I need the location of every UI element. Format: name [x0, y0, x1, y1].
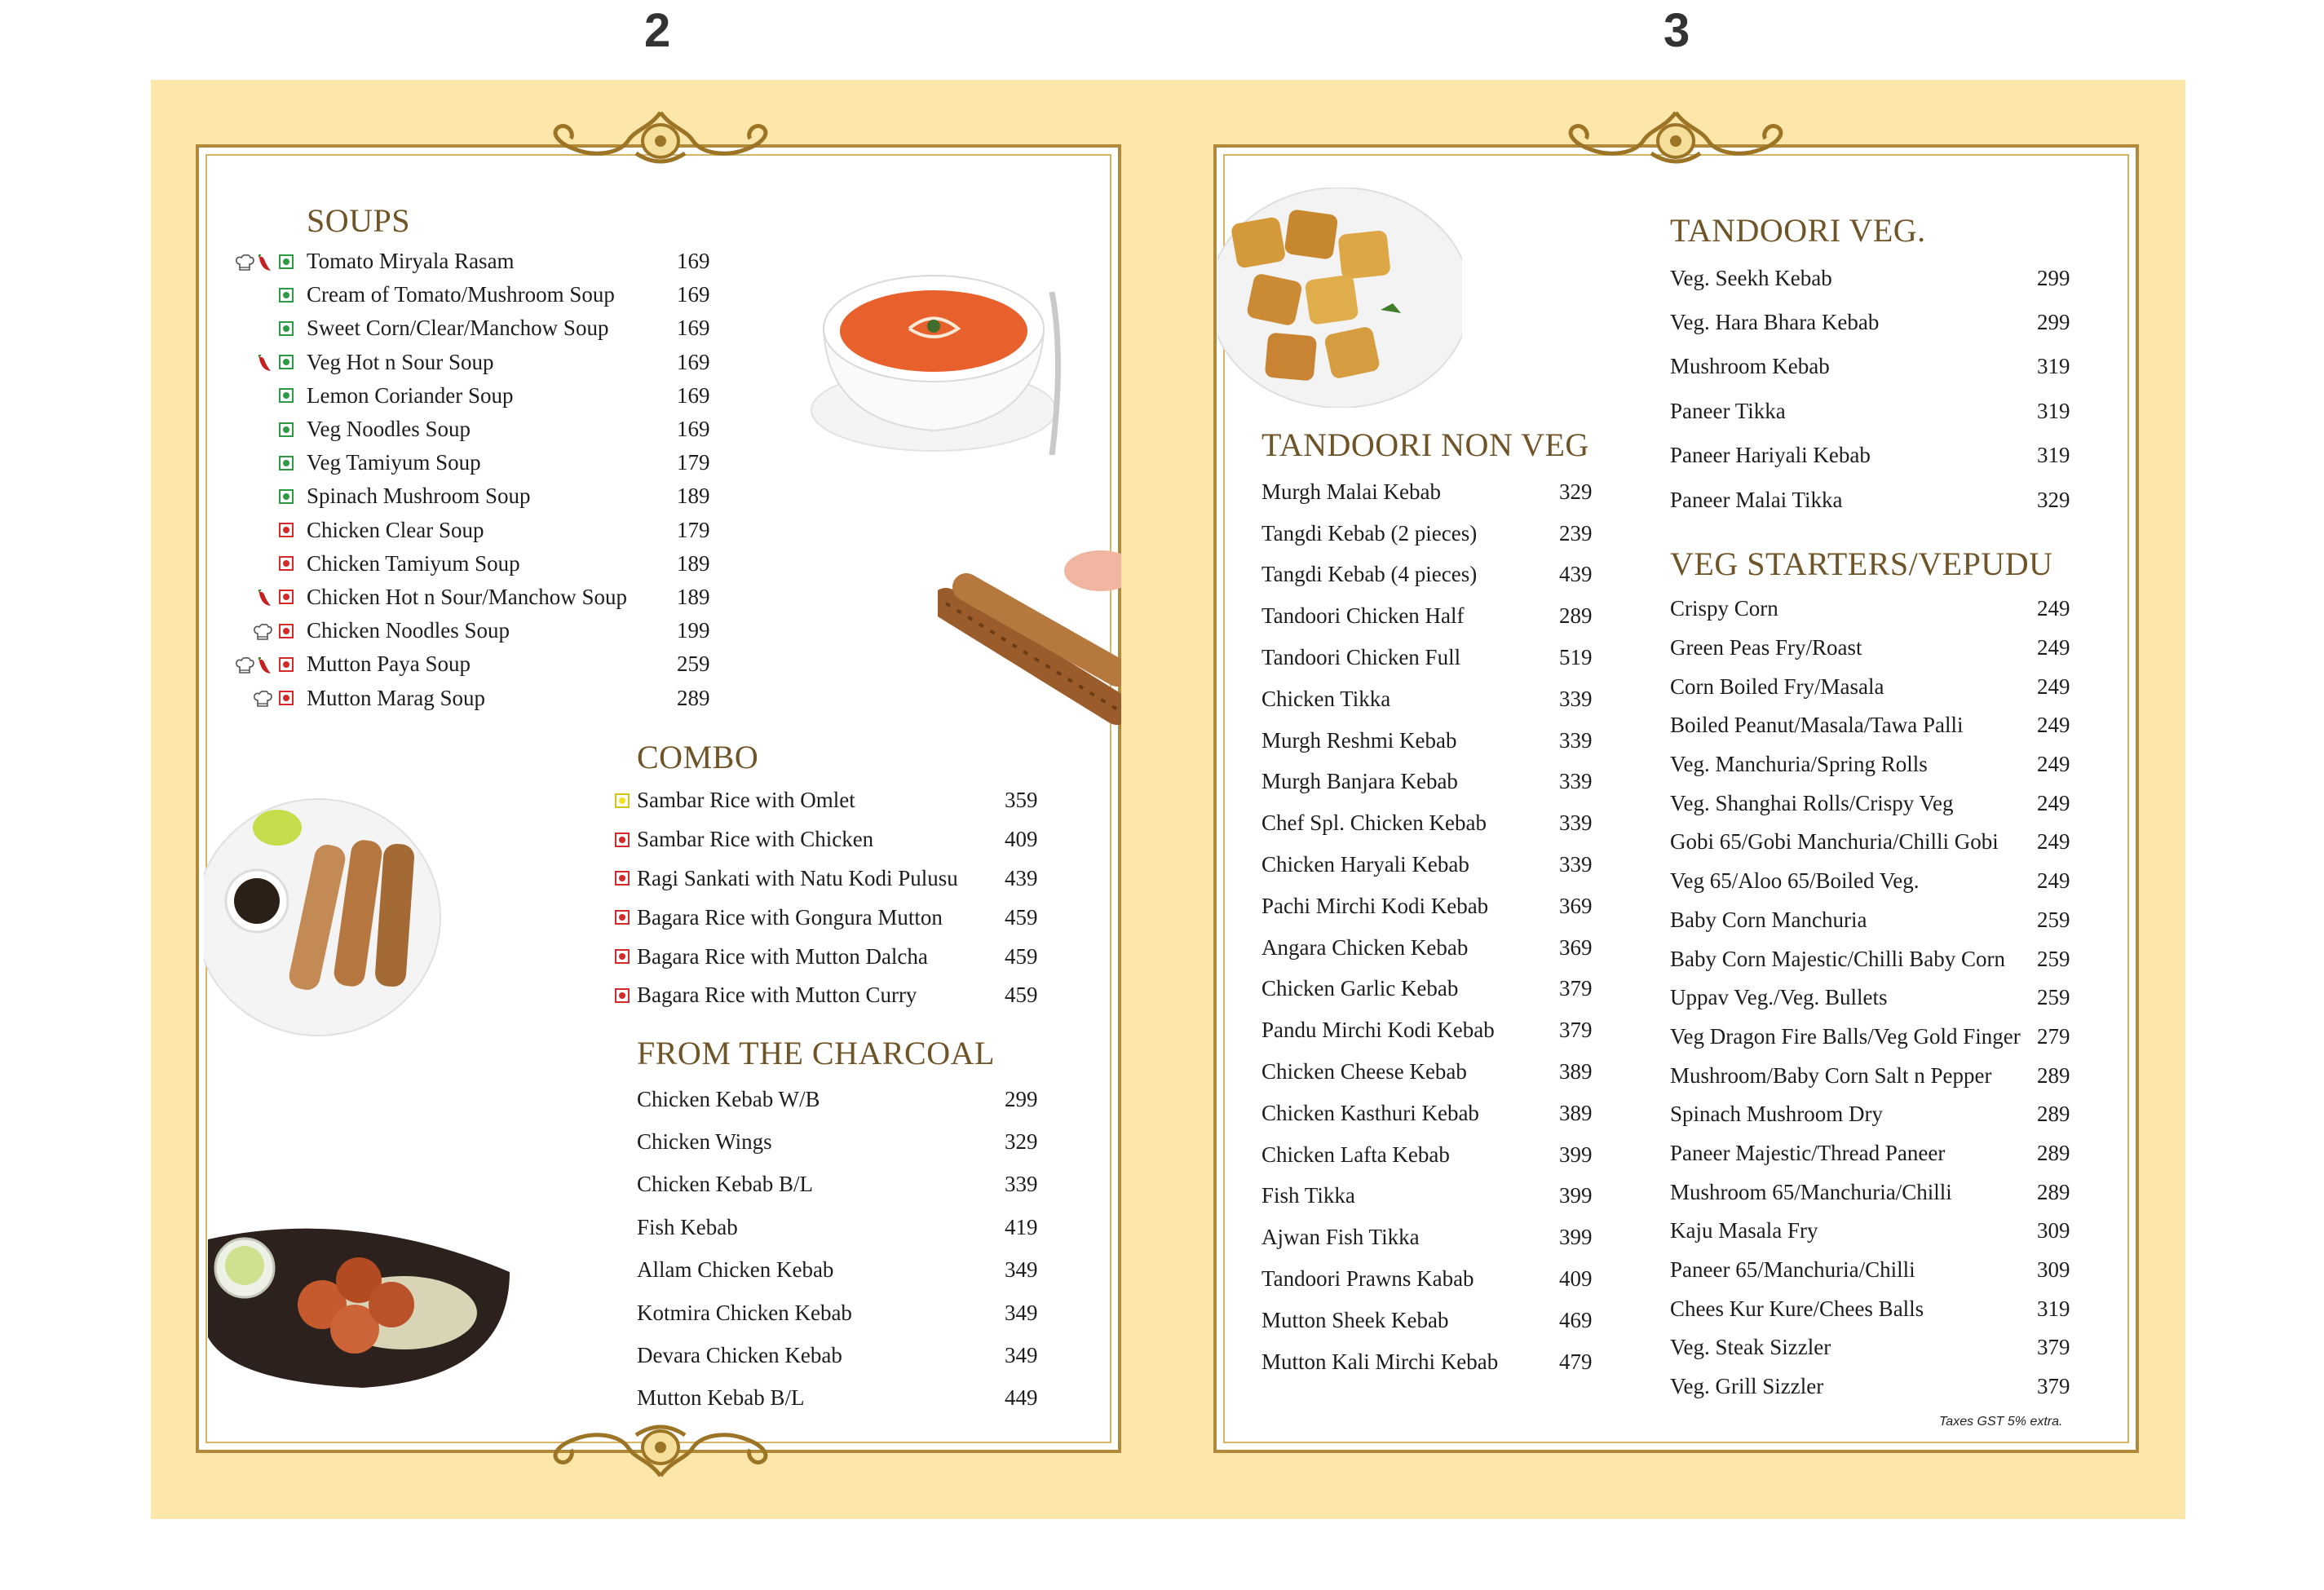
item-price: 349: [1005, 1343, 1038, 1368]
item-price: 469: [1559, 1307, 1593, 1332]
item-price: 169: [677, 249, 710, 274]
item-price: 169: [677, 349, 710, 374]
menu-item: [1670, 1056, 2070, 1095]
item-name: Chicken Kebab B/L: [637, 1172, 813, 1197]
seekh-kebab-photo: [938, 538, 1121, 734]
ornament-top-left-icon: [538, 104, 783, 178]
item-name: Allam Chicken Kebab: [637, 1257, 834, 1283]
page-number-right: 3: [1663, 4, 1690, 57]
tandoori-non-veg-title: TANDOORI NON VEG: [1261, 426, 1589, 463]
menu-item: [1670, 590, 2070, 629]
item-price: 309: [2037, 1257, 2070, 1283]
menu-item: [228, 547, 710, 581]
item-name: Spinach Mushroom Dry: [1670, 1102, 1883, 1127]
item-name: Sambar Rice with Omlet: [637, 788, 855, 813]
item-name: Mushroom Kebab: [1670, 354, 1830, 379]
item-price: 479: [1559, 1349, 1593, 1374]
menu-item: [637, 1377, 1038, 1420]
charcoal-list: [637, 1078, 1038, 1420]
item-name: Mutton Paya Soup: [307, 651, 471, 677]
item-name: Chicken Tikka: [1261, 686, 1391, 711]
non-veg-indicator-icon: [615, 910, 630, 925]
item-price: 399: [1559, 1225, 1593, 1250]
item-name: Gobi 65/Gobi Manchuria/Chilli Gobi: [1670, 829, 1999, 855]
menu-item: [1670, 1018, 2070, 1057]
veg-indicator-icon: [279, 288, 294, 303]
item-price: 409: [1559, 1266, 1593, 1292]
menu-item: [228, 681, 710, 714]
veg-starters-title: VEG STARTERS/VEPUDU: [1670, 545, 2053, 582]
item-price: 459: [1005, 904, 1038, 930]
soups-title: SOUPS: [307, 202, 411, 239]
veg-indicator-icon: [279, 456, 294, 470]
item-price: 339: [1559, 810, 1593, 836]
item-name: Veg. Shanghai Rolls/Crispy Veg: [1670, 790, 1954, 815]
item-name: Veg Hot n Sour Soup: [307, 349, 494, 374]
chili-spicy-icon: [256, 656, 272, 674]
item-name: Tangdi Kebab (4 pieces): [1261, 562, 1478, 587]
item-name: Chicken Tamiyum Soup: [307, 550, 520, 576]
item-price: 279: [2037, 1023, 2070, 1049]
chef-special-icon: [235, 253, 254, 271]
item-price: 249: [2037, 829, 2070, 855]
menu-item: [228, 614, 710, 647]
veg-indicator-icon: [279, 355, 294, 369]
menu-item: [1261, 886, 1593, 927]
menu-item: [1261, 762, 1593, 803]
menu-item: [637, 1120, 1038, 1163]
item-name: Veg. Hara Bhara Kebab: [1670, 310, 1880, 335]
item-name: Mutton Kali Mirchi Kebab: [1261, 1349, 1499, 1374]
item-name: Baby Corn Majestic/Chilli Baby Corn: [1670, 946, 2005, 971]
menu-item: [1261, 1176, 1593, 1217]
menu-item: [1670, 389, 2070, 433]
item-name: Chees Kur Kure/Chees Balls: [1670, 1296, 1924, 1321]
menu-item: [637, 1249, 1038, 1292]
item-name: Sweet Corn/Clear/Manchow Soup: [307, 316, 609, 341]
non-veg-indicator-icon: [615, 833, 630, 847]
item-price: 339: [1559, 852, 1593, 877]
item-price: 439: [1005, 865, 1038, 890]
menu-item: [1670, 667, 2070, 706]
item-price: 259: [2037, 907, 2070, 932]
item-name: Chicken Kasthuri Kebab: [1261, 1100, 1479, 1125]
tax-footnote: Taxes GST 5% extra.: [1939, 1415, 2063, 1429]
item-name: Mushroom 65/Manchuria/Chilli: [1670, 1179, 1952, 1204]
tandoori-veg-list: [1670, 256, 2070, 522]
item-price: 399: [1559, 1142, 1593, 1167]
menu-item: [612, 820, 1038, 859]
item-price: 419: [1005, 1214, 1038, 1239]
item-price: 409: [1005, 827, 1038, 852]
menu-item: [1261, 1217, 1593, 1258]
soups-list: [228, 245, 710, 715]
item-price: 329: [1005, 1129, 1038, 1155]
menu-item: [1670, 434, 2070, 478]
item-name: Boiled Peanut/Masala/Tawa Palli: [1670, 713, 1964, 738]
menu-item: [1670, 300, 2070, 344]
menu-item: [637, 1078, 1038, 1120]
item-name: Paneer Tikka: [1670, 398, 1786, 423]
item-name: Chef Spl. Chicken Kebab: [1261, 810, 1487, 836]
chef-special-icon: [253, 622, 272, 640]
item-price: 169: [677, 282, 710, 307]
non-veg-indicator-icon: [279, 556, 294, 571]
item-name: Paneer Malai Tikka: [1670, 487, 1843, 512]
item-price: 319: [2037, 443, 2070, 468]
item-name: Spinach Mushroom Soup: [307, 484, 531, 509]
menu-item: [228, 647, 710, 681]
menu-item: [612, 859, 1038, 899]
item-price: 349: [1005, 1257, 1038, 1283]
menu-item: [228, 311, 710, 345]
item-name: Mutton Kebab B/L: [637, 1385, 805, 1411]
item-price: 379: [1559, 1018, 1593, 1043]
menu-item: [228, 446, 710, 479]
item-name: Chicken Noodles Soup: [307, 618, 510, 643]
item-name: Bagara Rice with Gongura Mutton: [637, 904, 943, 930]
item-name: Paneer Hariyali Kebab: [1670, 443, 1871, 468]
item-name: Pachi Mirchi Kodi Kebab: [1261, 893, 1489, 918]
menu-item: [1670, 478, 2070, 522]
item-name: Uppav Veg./Veg. Bullets: [1670, 985, 1888, 1010]
item-price: 289: [2037, 1179, 2070, 1204]
menu-item: [1670, 978, 2070, 1018]
menu-item: [228, 479, 710, 513]
chef-special-icon: [235, 656, 254, 674]
item-name: Veg 65/Aloo 65/Boiled Veg.: [1670, 868, 1920, 894]
non-veg-indicator-icon: [279, 657, 294, 672]
menu-item: [612, 937, 1038, 976]
item-name: Crispy Corn: [1670, 596, 1778, 621]
item-name: Cream of Tomato/Mushroom Soup: [307, 282, 615, 307]
menu-item: [1670, 1251, 2070, 1290]
item-name: Kotmira Chicken Kebab: [637, 1300, 852, 1325]
item-price: 319: [2037, 1296, 2070, 1321]
tomato-soup-photo: [803, 235, 1080, 471]
item-price: 339: [1559, 686, 1593, 711]
menu-item: [1670, 1173, 2070, 1212]
item-price: 189: [677, 484, 710, 509]
menu-item: [1261, 554, 1593, 596]
menu-item: [1261, 637, 1593, 678]
item-name: Chicken Hot n Sour/Manchow Soup: [307, 584, 627, 609]
item-price: 249: [2037, 868, 2070, 894]
item-price: 189: [677, 550, 710, 576]
item-price: 379: [2037, 1374, 2070, 1399]
combo-title: COMBO: [637, 739, 759, 775]
item-price: 249: [2037, 674, 2070, 699]
item-name: Chicken Cheese Kebab: [1261, 1059, 1467, 1084]
veg-indicator-icon: [279, 422, 294, 437]
menu-item: [1261, 1341, 1593, 1383]
non-veg-indicator-icon: [279, 624, 294, 638]
item-price: 249: [2037, 752, 2070, 777]
item-name: Tomato Miryala Rasam: [307, 249, 515, 274]
item-price: 449: [1005, 1385, 1038, 1411]
item-name: Tandoori Chicken Full: [1261, 645, 1461, 670]
item-price: 289: [2037, 1140, 2070, 1165]
menu-item: [1261, 471, 1593, 513]
menu-item: [1670, 1367, 2070, 1407]
menu-item: [1670, 256, 2070, 300]
item-price: 259: [2037, 985, 2070, 1010]
item-name: Kaju Masala Fry: [1670, 1218, 1818, 1243]
item-price: 389: [1559, 1059, 1593, 1084]
item-price: 329: [1559, 479, 1593, 504]
menu-item: [1261, 927, 1593, 969]
menu-item: [228, 245, 710, 278]
menu-item: [1670, 823, 2070, 862]
chicken-skewers-photo: [204, 795, 448, 1040]
menu-item: [1670, 1212, 2070, 1251]
item-name: Paneer Majestic/Thread Paneer: [1670, 1140, 1946, 1165]
veg-indicator-icon: [279, 489, 294, 504]
menu-item: [1670, 1289, 2070, 1328]
item-price: 329: [2037, 487, 2070, 512]
item-name: Chicken Kebab W/B: [637, 1086, 820, 1111]
menu-item: [1670, 706, 2070, 745]
chili-spicy-icon: [256, 353, 272, 371]
menu-item: [1261, 1093, 1593, 1134]
menu-item: [1670, 784, 2070, 823]
item-name: Chicken Wings: [637, 1129, 772, 1155]
item-price: 379: [1559, 976, 1593, 1001]
item-price: 299: [1005, 1086, 1038, 1111]
item-name: Ajwan Fish Tikka: [1261, 1225, 1420, 1250]
item-price: 439: [1559, 562, 1593, 587]
page-number-left: 2: [644, 4, 671, 57]
item-price: 519: [1559, 645, 1593, 670]
item-name: Corn Boiled Fry/Masala: [1670, 674, 1884, 699]
item-name: Tangdi Kebab (2 pieces): [1261, 520, 1478, 545]
non-veg-indicator-icon: [279, 523, 294, 537]
veg-indicator-icon: [279, 254, 294, 269]
item-name: Tandoori Prawns Kabab: [1261, 1266, 1474, 1292]
item-price: 319: [2037, 354, 2070, 379]
item-name: Fish Kebab: [637, 1214, 738, 1239]
item-name: Veg Noodles Soup: [307, 417, 471, 442]
item-price: 399: [1559, 1183, 1593, 1208]
menu-item: [228, 514, 710, 547]
chili-spicy-icon: [256, 253, 272, 271]
item-name: Chicken Haryali Kebab: [1261, 852, 1469, 877]
menu-item: [1261, 802, 1593, 844]
item-name: Pandu Mirchi Kodi Kebab: [1261, 1018, 1495, 1043]
item-name: Mutton Sheek Kebab: [1261, 1307, 1449, 1332]
item-name: Veg. Seekh Kebab: [1670, 265, 1832, 290]
item-price: 199: [677, 618, 710, 643]
chef-special-icon: [253, 689, 272, 707]
item-name: Bagara Rice with Mutton Curry: [637, 983, 917, 1008]
menu-item: [1261, 1009, 1593, 1051]
non-veg-indicator-icon: [279, 590, 294, 604]
menu-item: [228, 581, 710, 614]
ornament-top-right-icon: [1553, 104, 1798, 178]
item-price: 349: [1005, 1300, 1038, 1325]
item-name: Devara Chicken Kebab: [637, 1343, 842, 1368]
item-price: 319: [2037, 398, 2070, 423]
charcoal-title: FROM THE CHARCOAL: [637, 1035, 995, 1071]
item-name: Bagara Rice with Mutton Dalcha: [637, 943, 928, 969]
menu-item: [1261, 595, 1593, 637]
item-name: Sambar Rice with Chicken: [637, 827, 874, 852]
item-name: Ragi Sankati with Natu Kodi Pulusu: [637, 865, 958, 890]
item-price: 249: [2037, 713, 2070, 738]
menu-item: [228, 346, 710, 379]
item-price: 259: [2037, 946, 2070, 971]
tandoori-veg-title: TANDOORI VEG.: [1670, 212, 1926, 249]
combo-list: [612, 781, 1038, 1015]
item-price: 299: [2037, 310, 2070, 335]
item-price: 189: [677, 584, 710, 609]
item-name: Paneer 65/Manchuria/Chilli: [1670, 1257, 1915, 1283]
menu-item: [1261, 1051, 1593, 1093]
menu-item: [1670, 1328, 2070, 1367]
menu-item: [1670, 901, 2070, 940]
item-name: Murgh Banjara Kebab: [1261, 769, 1458, 794]
item-name: Chicken Lafta Kebab: [1261, 1142, 1450, 1167]
menu-item: [1670, 939, 2070, 978]
item-price: 299: [2037, 265, 2070, 290]
item-name: Murgh Reshmi Kebab: [1261, 727, 1457, 753]
paneer-tikka-photo: [1217, 188, 1462, 408]
menu-item: [1261, 969, 1593, 1010]
item-name: Tandoori Chicken Half: [1261, 603, 1465, 629]
menu-item: [228, 413, 710, 446]
menu-item: [1261, 1134, 1593, 1176]
item-price: 169: [677, 417, 710, 442]
non-veg-indicator-icon: [615, 949, 630, 964]
chili-spicy-icon: [256, 588, 272, 606]
item-name: Veg Tamiyum Soup: [307, 450, 481, 475]
sizzler-photo: [200, 1215, 518, 1390]
menu-item: [1670, 629, 2070, 668]
menu-item: [637, 1206, 1038, 1248]
menu-item: [612, 781, 1038, 820]
non-veg-indicator-icon: [615, 871, 630, 886]
menu-item: [1261, 1258, 1593, 1300]
item-price: 339: [1559, 727, 1593, 753]
item-price: 379: [2037, 1335, 2070, 1360]
item-name: Mushroom/Baby Corn Salt n Pepper: [1670, 1062, 1992, 1088]
item-name: Lemon Coriander Soup: [307, 382, 514, 408]
item-name: Veg Dragon Fire Balls/Veg Gold Finger: [1670, 1023, 2021, 1049]
item-price: 249: [2037, 790, 2070, 815]
item-price: 239: [1559, 520, 1593, 545]
menu-item: [637, 1164, 1038, 1206]
menu-item: [1670, 1095, 2070, 1134]
item-price: 249: [2037, 635, 2070, 660]
item-name: Baby Corn Manchuria: [1670, 907, 1867, 932]
menu-item: [1670, 862, 2070, 901]
menu-item: [1670, 1134, 2070, 1173]
item-name: Angara Chicken Kebab: [1261, 934, 1469, 960]
menu-item: [1261, 720, 1593, 762]
item-price: 259: [677, 651, 710, 677]
item-name: Green Peas Fry/Roast: [1670, 635, 1862, 660]
item-name: Veg. Grill Sizzler: [1670, 1374, 1824, 1399]
tandoori-non-veg-list: [1261, 471, 1593, 1383]
item-price: 459: [1005, 943, 1038, 969]
item-name: Chicken Garlic Kebab: [1261, 976, 1459, 1001]
item-price: 289: [2037, 1102, 2070, 1127]
menu-item: [612, 976, 1038, 1015]
menu-item: [1670, 345, 2070, 389]
item-price: 339: [1559, 769, 1593, 794]
item-price: 179: [677, 517, 710, 542]
item-name: Murgh Malai Kebab: [1261, 479, 1441, 504]
menu-item: [612, 898, 1038, 937]
menu-item: [637, 1292, 1038, 1334]
item-price: 369: [1559, 934, 1593, 960]
item-price: 459: [1005, 983, 1038, 1008]
menu-item: [1261, 1300, 1593, 1341]
non-veg-indicator-icon: [615, 988, 630, 1003]
egg-indicator-icon: [615, 793, 630, 808]
item-price: 389: [1559, 1100, 1593, 1125]
menu-item: [1261, 678, 1593, 720]
item-name: Fish Tikka: [1261, 1183, 1355, 1208]
item-name: Veg. Steak Sizzler: [1670, 1335, 1831, 1360]
item-price: 339: [1005, 1172, 1038, 1197]
item-price: 169: [677, 382, 710, 408]
item-price: 289: [1559, 603, 1593, 629]
menu-item: [1670, 745, 2070, 784]
item-price: 179: [677, 450, 710, 475]
veg-indicator-icon: [279, 388, 294, 403]
item-name: Veg. Manchuria/Spring Rolls: [1670, 752, 1928, 777]
menu-item: [228, 278, 710, 311]
item-price: 359: [1005, 788, 1038, 813]
veg-starters-list: [1670, 590, 2070, 1406]
item-price: 169: [677, 316, 710, 341]
item-price: 369: [1559, 893, 1593, 918]
item-price: 289: [677, 685, 710, 710]
menu-item: [1261, 513, 1593, 554]
item-price: 309: [2037, 1218, 2070, 1243]
non-veg-indicator-icon: [279, 691, 294, 705]
ornament-bottom-left-icon: [538, 1411, 783, 1484]
item-price: 249: [2037, 596, 2070, 621]
menu-item: [228, 379, 710, 413]
menu-item: [637, 1334, 1038, 1376]
item-name: Mutton Marag Soup: [307, 685, 485, 710]
item-price: 289: [2037, 1062, 2070, 1088]
menu-item: [1261, 844, 1593, 886]
item-name: Chicken Clear Soup: [307, 517, 484, 542]
veg-indicator-icon: [279, 321, 294, 336]
